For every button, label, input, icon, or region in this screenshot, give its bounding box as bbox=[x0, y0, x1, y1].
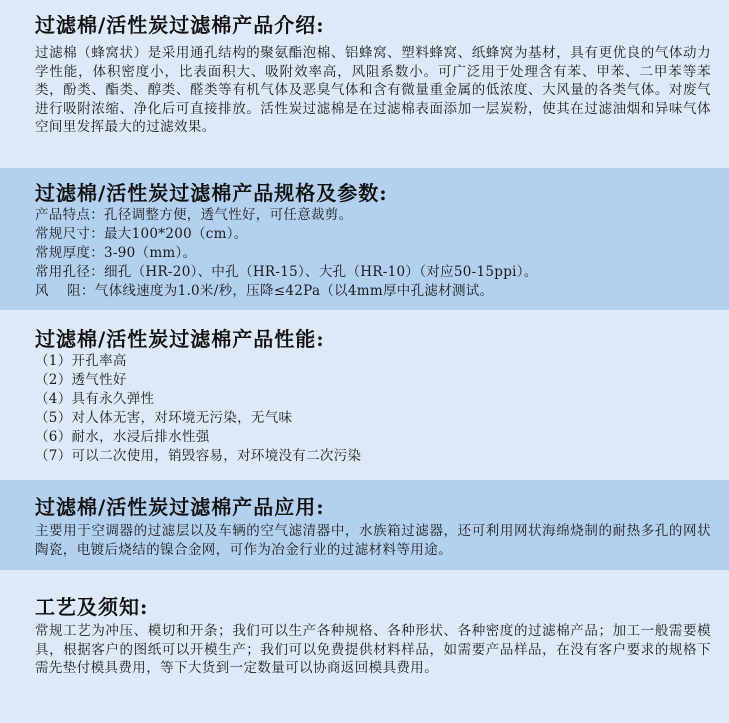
performance-item: （2）透气性好 bbox=[35, 372, 127, 388]
process-section bbox=[0, 570, 729, 723]
spec-pore-size: 常用孔径：细孔（HR-20）、中孔（HR-15）、大孔（HR-10）（对应50-15ppi）。 bbox=[35, 264, 538, 280]
performance-item: （1）开孔率高 bbox=[35, 353, 127, 369]
performance-title: 过滤棉/活性炭过滤棉产品性能: bbox=[35, 327, 325, 351]
performance-item: （5）对人体无害，对环境无污染，无气味 bbox=[35, 410, 293, 426]
spec-thickness: 常规厚度：3-90（mm）。 bbox=[35, 245, 197, 261]
spec-features: 产品特点：孔径调整方便，透气性好，可任意裁剪。 bbox=[35, 207, 353, 223]
application-title: 过滤棉/活性炭过滤棉产品应用: bbox=[35, 495, 325, 519]
specs-title: 过滤棉/活性炭过滤棉产品规格及参数: bbox=[35, 181, 388, 205]
spec-size: 常规尺寸：最大100*200（cm）。 bbox=[35, 226, 248, 242]
intro-title: 过滤棉/活性炭过滤棉产品介绍: bbox=[35, 13, 325, 37]
performance-item: （7）可以二次使用，销毁容易，对环境没有二次污染 bbox=[35, 448, 362, 464]
application-body: 主要用于空调器的过滤层以及车辆的空气滤清器中，水族箱过滤器，还可利用网状海绵烧制的耐热多孔的网状陶瓷，电镀后烧结的镍合金网，可作为冶金行业的过滤材料等用途。 bbox=[35, 523, 711, 558]
performance-item: （4）具有永久弹性 bbox=[35, 391, 155, 407]
application-section bbox=[0, 480, 729, 570]
process-title: 工艺及须知: bbox=[35, 595, 149, 619]
performance-section bbox=[0, 310, 729, 480]
performance-item: （6）耐水，水浸后排水性强 bbox=[35, 429, 210, 445]
process-body: 常规工艺为冲压、模切和开条；我们可以生产各种规格、各种形状、各种密度的过滤棉产品；加工一般需要模具，根据客户的图纸可以开模生产；我们可以免费提供材料样品，如需要产品样品，在没有客户要求的规格下需先垫付模具费用，等下大货到一定数量可以协商返回模具费用。 bbox=[35, 623, 711, 676]
specs-section bbox=[0, 168, 729, 310]
intro-body: 过滤棉（蜂窝状）是采用通孔结构的聚氨酯泡棉、铝蜂窝、塑料蜂窝、纸蜂窝为基材，具有更优良的气体动力学性能，体积密度小，比表面积大、吸附效率高，风阻系数小。可广泛用于处理含有苯、甲苯、二甲苯等苯类，酚类、酯类、醇类、醛类等有机气体及恶臭气体和含有微量重金属的低浓度、大风量的各类气体。对废气进行吸附浓缩、净化后可直接排放。活性炭过滤棉是在过滤棉表面添加一层炭粉，使其在过滤油烟和异味气体空间里发挥最大的过滤效果。 bbox=[35, 45, 711, 135]
spec-resistance: 风 阻：气体线速度为1.0米/秒，压降≤42Pa（以4mm厚中孔滤材测试。 bbox=[35, 283, 494, 299]
intro-section bbox=[0, 0, 729, 168]
